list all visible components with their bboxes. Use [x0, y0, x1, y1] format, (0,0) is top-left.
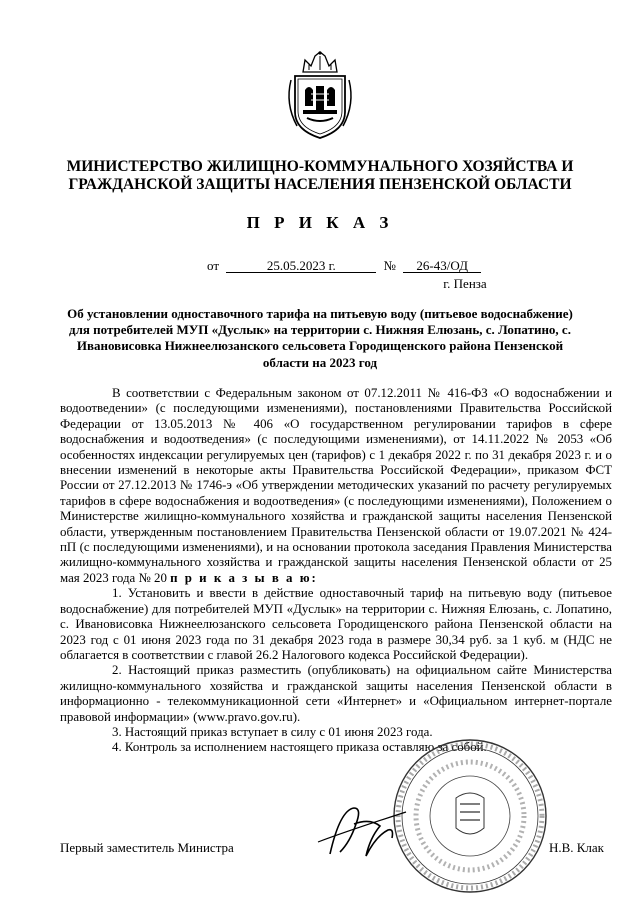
preamble-text: В соответствии с Федеральным законом от 07.12.2011 № 416-ФЗ «О водоснабжении и водоотведении» (с последующими изменениями), постановлениями Правительства Российской Федерации от 13.05.2013 № 406 «О государственном регулировании тарифов в сфере водоснабжения и водоотведения» (с последующими изменениями), от 14.11.2022 № 2053 «Об особенностях индексации регулируемых цен (тарифов) с 1 декабря 2022 г. по 31 декабря 2023 г. и о внесении изменений в некоторые акты Правительства Российской Федерации», приказом ФСТ России от 27.12.2013 № 1746-э «Об утверждении методических указаний по расчету регулируемых тарифов в сфере водоснабжения и водоотведения» (с последующими изменениями), Положением о Министерстве жилищно-коммунального хозяйства и гражданской защиты населения Пензенской области, утвержденным постановлением Правительства Пензенской области от 19.07.2021 № 424-пП (с последующими изменениями), и на основании протокола заседания Правления Министерства жилищно-коммунального хозяйства и гражданской защиты населения Пензенской области от 25 мая 2023 года № 20 — [60, 386, 612, 585]
document-type: П Р И К А З — [246, 213, 394, 232]
document-number: 26-43/ОД — [403, 259, 481, 273]
document-title: Об установлении одноставочного тарифа на питьевую воду (питьевое водоснабжение) для потребителей МУП «Дуслык» на территории с. Нижняя Елюзань, с. Лопатино, с. Ивановисовка Нижнеелюзанского сельсовета Городищенского района Пензенской области на 2023 год — [67, 306, 573, 370]
number-prefix: № — [383, 258, 396, 273]
city-line — [0, 276, 640, 292]
coat-of-arms-icon — [283, 50, 357, 142]
list-item — [60, 586, 612, 663]
signatory-name: Н.В. Клак — [548, 840, 604, 855]
date-prefix: от — [207, 258, 220, 273]
item-number: 4. — [112, 740, 122, 755]
orders-word: п р и к а з ы в а ю: — [170, 570, 318, 585]
ministry-name — [60, 158, 580, 194]
signatory-position: Первый заместитель Министра — [60, 840, 234, 855]
item-number: 2. — [112, 663, 122, 678]
ministry-line-2: ГРАЖДАНСКОЙ ЗАЩИТЫ НАСЕЛЕНИЯ ПЕНЗЕНСКОЙ ОБЛАСТИ — [68, 176, 572, 193]
item-text: Настоящий приказ разместить (опубликовать) на официальном сайте Министерства жилищно-коммунального хозяйства и гражданской защиты населения Пензенской области в информационно - телекоммуникационной сети «Интернет» и «Официальном интернет-портале правовой информации» (www.pravo.gov.ru). — [60, 663, 612, 724]
order-items — [60, 586, 612, 755]
item-text: Контроль за исполнением настоящего приказа оставляю за собой. — [124, 740, 487, 755]
ministry-line-1: МИНИСТЕРСТВО ЖИЛИЩНО-КОММУНАЛЬНОГО ХОЗЯЙСТВА И — [66, 158, 574, 175]
item-text: Установить и ввести в действие одноставочный тариф на питьевую воду (питьевое водоснабжение) для потребителей МУП «Дуслык» на территории с. Нижняя Елюзань, с. Лопатино, с. Ивановисовка Нижнеелюзанского сельсовета Городищенского района Пензенской области на 2023 год с 01 июня 2023 года по 31 декабря 2023 года в размере 30,34 руб. за 1 куб. м (НДС не облагается в соответствии с главой 26.2 Налогового кодекса Российской Федерации). — [60, 586, 612, 662]
item-number: 3. — [112, 724, 122, 739]
list-item — [60, 663, 612, 725]
document-date: 25.05.2023 г. — [226, 259, 376, 273]
document-body — [60, 386, 612, 756]
item-number: 1. — [112, 586, 122, 601]
item-text: Настоящий приказ вступает в силу с 01 июня 2023 года. — [124, 724, 433, 739]
signature-icon — [310, 790, 420, 870]
preamble-paragraph — [60, 386, 612, 586]
date-number-line — [207, 258, 481, 274]
city-name: г. Пенза — [443, 276, 487, 291]
